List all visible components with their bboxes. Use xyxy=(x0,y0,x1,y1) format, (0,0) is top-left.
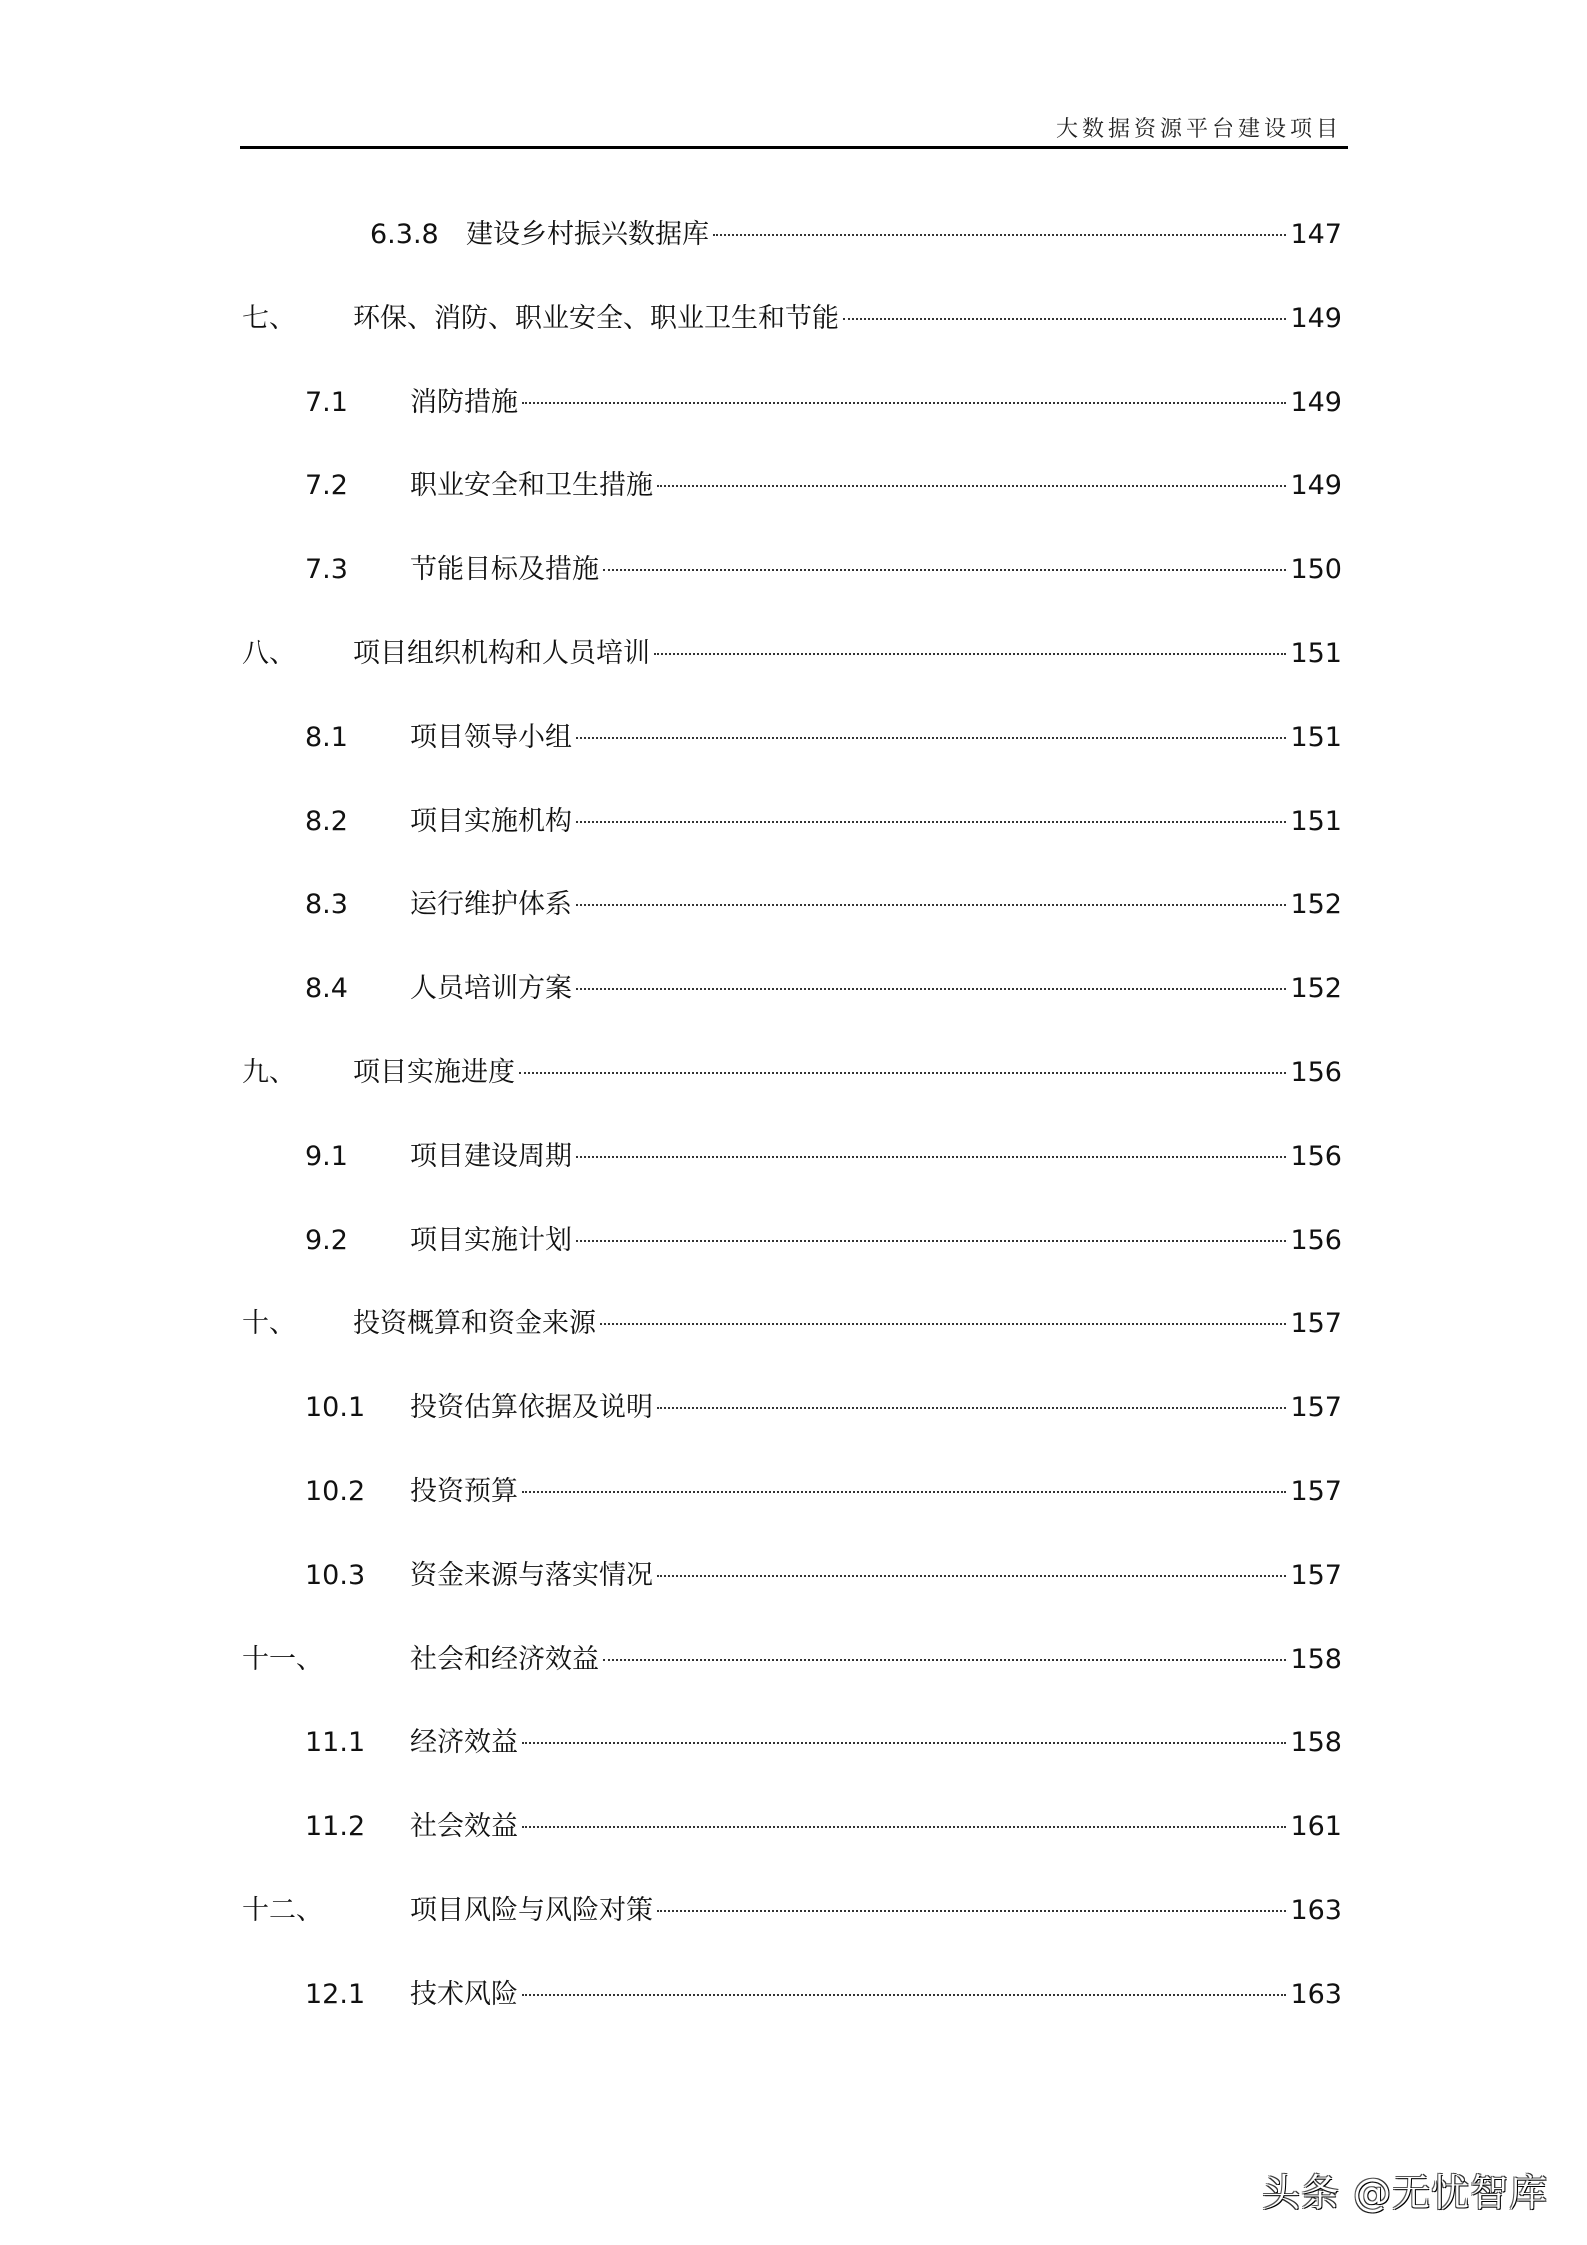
dot-leader xyxy=(603,569,1286,571)
toc-entry[interactable] xyxy=(0,964,1587,1014)
toc-entry-title[interactable]: 建设乡村振兴数据库 xyxy=(466,219,709,250)
dot-leader xyxy=(657,485,1286,487)
toc-entry[interactable] xyxy=(0,1718,1587,1768)
dot-leader xyxy=(603,1659,1286,1661)
toc-entry[interactable] xyxy=(0,797,1587,847)
dot-leader xyxy=(519,1072,1286,1074)
dot-leader xyxy=(576,737,1286,739)
toc-entry-number: 10.3 xyxy=(305,1559,366,1591)
toc-entry-title[interactable]: 经济效益 xyxy=(410,1727,518,1759)
toc-entry-title[interactable]: 资金来源与落实情况 xyxy=(410,1559,653,1591)
toc-entry-number: 十、 xyxy=(242,1308,296,1340)
toc-entry-title[interactable]: 环保、消防、职业安全、职业卫生和节能 xyxy=(353,302,839,334)
dot-leader xyxy=(522,1826,1286,1828)
toc-entry[interactable] xyxy=(0,629,1587,679)
toc-entry-line xyxy=(410,1132,1342,1182)
toc-entry-title[interactable]: 人员培训方案 xyxy=(410,973,572,1005)
toc-entry-line xyxy=(410,1718,1342,1768)
header-rule xyxy=(240,146,1348,149)
toc-entry-line xyxy=(410,1802,1342,1852)
toc-entry[interactable] xyxy=(0,880,1587,930)
toc-entry-page: 157 xyxy=(1290,1559,1342,1591)
toc-entry[interactable] xyxy=(0,1216,1587,1266)
toc-entry[interactable] xyxy=(0,1970,1587,2020)
dot-leader xyxy=(657,1407,1286,1409)
toc-entry-title[interactable]: 项目实施进度 xyxy=(353,1057,515,1088)
toc-entry-number: 7.2 xyxy=(305,470,348,502)
toc-entry-number: 十一、 xyxy=(242,1643,323,1675)
toc-entry[interactable] xyxy=(0,294,1587,344)
dot-leader xyxy=(576,821,1286,823)
toc-entry-page: 151 xyxy=(1290,805,1342,837)
watermark: 头条 @无忧智库 xyxy=(1262,2171,1549,2215)
toc-entry-number: 十二、 xyxy=(242,1895,323,1926)
toc-entry-number: 9.1 xyxy=(305,1140,348,1172)
toc-entry-page: 147 xyxy=(1290,219,1342,250)
toc-entry-page: 163 xyxy=(1290,1895,1342,1926)
toc-entry-page: 157 xyxy=(1290,1476,1342,1507)
toc-entry-page: 158 xyxy=(1290,1643,1342,1675)
toc-entry[interactable] xyxy=(0,461,1587,511)
toc-entry[interactable] xyxy=(0,1551,1587,1601)
toc-entry-line xyxy=(410,1886,1342,1936)
toc-entry-title[interactable]: 节能目标及措施 xyxy=(410,554,599,586)
toc-entry-title[interactable]: 项目建设周期 xyxy=(410,1140,572,1172)
toc-entry-number: 11.2 xyxy=(305,1811,366,1843)
toc-entry[interactable] xyxy=(0,1802,1587,1852)
toc-entry-title[interactable]: 社会和经济效益 xyxy=(410,1643,599,1675)
dot-leader xyxy=(657,1910,1286,1912)
dot-leader xyxy=(576,988,1286,990)
toc-entry-line xyxy=(410,1467,1342,1517)
toc-entry-number: 8.2 xyxy=(305,805,348,837)
toc-entry-line xyxy=(410,378,1342,428)
toc-entry-number: 8.4 xyxy=(305,973,348,1005)
toc-entry-number: 11.1 xyxy=(305,1727,366,1759)
toc-entry-line xyxy=(353,1299,1342,1349)
toc-entry-title[interactable]: 项目组织机构和人员培训 xyxy=(353,638,650,669)
dot-leader xyxy=(654,653,1286,655)
toc-entry-page: 152 xyxy=(1290,973,1342,1005)
toc-entry[interactable] xyxy=(0,545,1587,595)
toc-entry-number: 10.1 xyxy=(305,1392,366,1424)
toc-entry-line xyxy=(410,1216,1342,1266)
toc-entry-title[interactable]: 技术风险 xyxy=(410,1978,518,2010)
toc-entry-page: 149 xyxy=(1290,470,1342,502)
toc-entry-number: 7.3 xyxy=(305,554,348,586)
toc-entry-line xyxy=(353,294,1342,344)
toc-entry-line xyxy=(466,210,1342,260)
toc-entry-title[interactable]: 项目风险与风险对策 xyxy=(410,1895,653,1926)
toc-entry-line xyxy=(410,545,1342,595)
toc-entry-page: 149 xyxy=(1290,302,1342,334)
dot-leader xyxy=(522,1491,1286,1493)
dot-leader xyxy=(576,1156,1286,1158)
toc-entry-number: 8.1 xyxy=(305,721,348,753)
toc-entry-title[interactable]: 社会效益 xyxy=(410,1811,518,1843)
toc-entry-title[interactable]: 项目实施计划 xyxy=(410,1224,572,1256)
dot-leader xyxy=(713,234,1286,236)
toc-entry-line xyxy=(410,713,1342,763)
toc-entry[interactable] xyxy=(0,210,1587,260)
toc-entry-line xyxy=(410,1635,1342,1685)
toc-entry[interactable] xyxy=(0,1048,1587,1098)
toc-entry-line xyxy=(353,629,1342,679)
toc-entry-page: 157 xyxy=(1290,1392,1342,1424)
toc-entry-line xyxy=(410,1383,1342,1433)
toc-entry-line xyxy=(410,1970,1342,2020)
toc-entry-line xyxy=(410,1551,1342,1601)
toc-entry[interactable] xyxy=(0,1299,1587,1349)
toc-entry-page: 156 xyxy=(1290,1224,1342,1256)
toc-entry-title[interactable]: 投资估算依据及说明 xyxy=(410,1392,653,1424)
dot-leader xyxy=(576,904,1286,906)
toc-entry-page: 149 xyxy=(1290,386,1342,418)
toc-entry-page: 156 xyxy=(1290,1140,1342,1172)
toc-entry-number: 12.1 xyxy=(305,1978,366,2010)
toc-entry-page: 161 xyxy=(1290,1811,1342,1843)
toc-entry-title[interactable]: 运行维护体系 xyxy=(410,889,572,921)
toc-entry-page: 157 xyxy=(1290,1308,1342,1340)
toc-entry-title[interactable]: 消防措施 xyxy=(410,386,518,418)
dot-leader xyxy=(522,1994,1286,1996)
toc-entry-line xyxy=(410,880,1342,930)
toc-entry-number: 6.3.8 xyxy=(370,219,439,250)
toc-entry-page: 163 xyxy=(1290,1978,1342,2010)
toc-entry-line xyxy=(410,964,1342,1014)
toc-entry-page: 151 xyxy=(1290,638,1342,669)
toc-entry-title[interactable]: 项目领导小组 xyxy=(410,721,572,753)
toc-entry-title[interactable]: 投资预算 xyxy=(410,1476,518,1507)
toc-entry-page: 150 xyxy=(1290,554,1342,586)
toc-entry-number: 八、 xyxy=(242,638,296,669)
toc-entry-number: 九、 xyxy=(242,1057,296,1088)
toc-entry-title[interactable]: 职业安全和卫生措施 xyxy=(410,470,653,502)
toc-entry-number: 8.3 xyxy=(305,889,348,921)
dot-leader xyxy=(600,1323,1286,1325)
dot-leader xyxy=(522,402,1286,404)
toc-entry-number: 7.1 xyxy=(305,386,348,418)
dot-leader xyxy=(576,1240,1286,1242)
dot-leader xyxy=(843,318,1286,320)
toc-entry[interactable] xyxy=(0,1132,1587,1182)
toc-entry[interactable] xyxy=(0,1467,1587,1517)
toc-entry-line xyxy=(353,1048,1342,1098)
toc-entry-number: 10.2 xyxy=(305,1476,366,1507)
toc-entry-number: 七、 xyxy=(242,302,296,334)
toc-entry[interactable] xyxy=(0,1886,1587,1936)
toc-entry-page: 158 xyxy=(1290,1727,1342,1759)
toc-entry-title[interactable]: 投资概算和资金来源 xyxy=(353,1308,596,1340)
dot-leader xyxy=(522,1742,1286,1744)
toc-entry[interactable] xyxy=(0,1383,1587,1433)
toc-entry-line xyxy=(410,797,1342,847)
toc-entry[interactable] xyxy=(0,1635,1587,1685)
toc-entry-page: 151 xyxy=(1290,721,1342,753)
toc-entry-page: 156 xyxy=(1290,1057,1342,1088)
toc-entry-line xyxy=(410,461,1342,511)
dot-leader xyxy=(657,1575,1286,1577)
toc-entry-page: 152 xyxy=(1290,889,1342,921)
toc-entry-title[interactable]: 项目实施机构 xyxy=(410,805,572,837)
toc-entry[interactable] xyxy=(0,378,1587,428)
toc-entry-number: 9.2 xyxy=(305,1224,348,1256)
page-header-title: 大数据资源平台建设项目 xyxy=(1055,117,1342,142)
toc-entry[interactable] xyxy=(0,713,1587,763)
